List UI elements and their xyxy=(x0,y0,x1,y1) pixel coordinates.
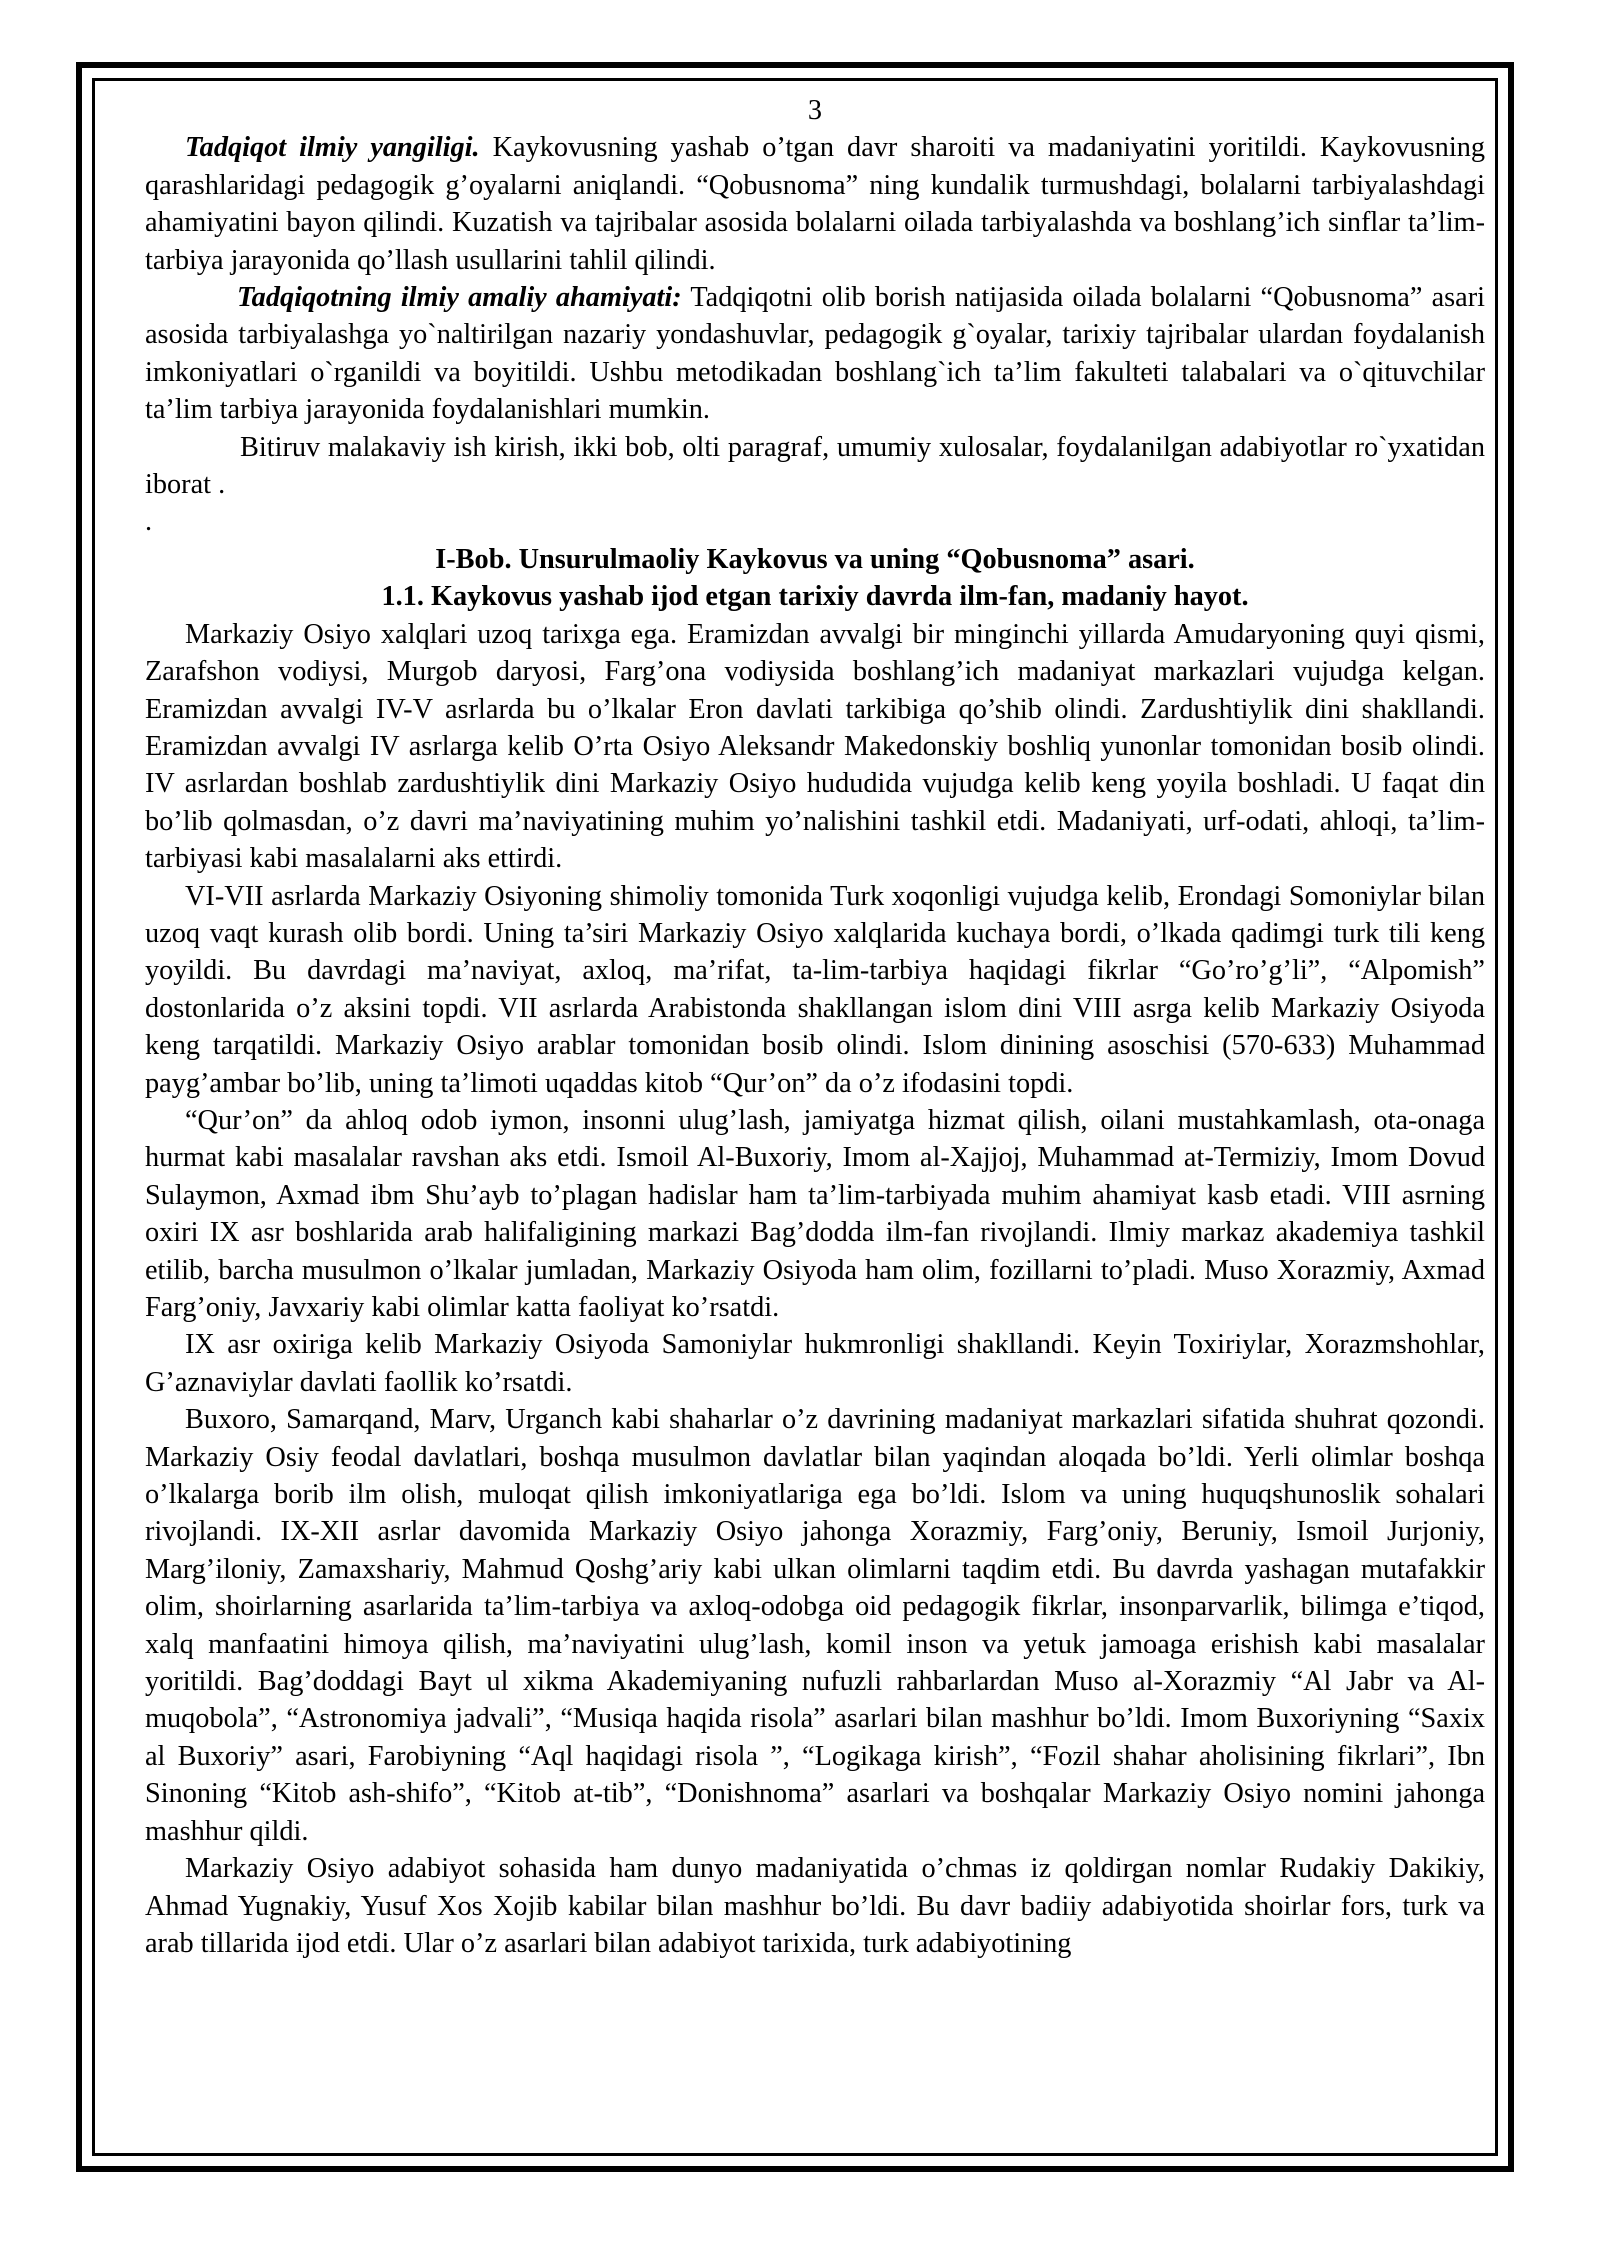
body-paragraph: Markaziy Osiyo xalqlari uzoq tarixga ega. Eramizdan avvalgi bir minginchi yillarda Amudaryoning quyi qismi, Zarafshon vodiysi, Murgob daryosi, Farg’ona vodiysida boshlang’ich madaniyat markazlari vujudga kelgan. Eramizdan avvalgi IV-V asrlarda bu o’lkalar Eron davlati tarkibiga qo’shib olindi. Zardushtiylik dini shakllandi. Eramizdan avvalgi IV asrlarga kelib O’rta Osiyo Aleksandr Makedonskiy boshliq yunonlar tomonidan bosib olindi. IV asrlardan boshlab zardushtiylik dini Markaziy Osiyo hududida vujudga kelib keng yoyila boshladi. U faqat din bo’lib qolmasdan, o’z davri ma’naviyatining muhim yo’nalishini tashkil etdi. Madaniyati, urf-odati, ahloqi, ta’lim-tarbiyasi kabi masalalarni aks ettirdi. xyxy=(145,618,1485,875)
significance-label: Tadqiqotning ilmiy amaliy ahamiyati: xyxy=(237,282,682,314)
significance-paragraph xyxy=(145,279,1485,429)
body-paragraph: “Qur’on” da ahloq odob iymon, insonni ulug’lash, jamiyatga hizmat qilish, oilani mustahkamlash, ota-onaga hurmat kabi masalalar ravshan aks etdi. Ismoil Al-Buxoriy, Imom al-Xajjoj, Muhammad at-Termiziy, Imom Dovud Sulaymon, Axmad ibm Shu’ayb to’plagan hadislar ham ta’lim-tarbiyada muhim ahamiyat kasb etadi. VIII asrning oxiri IX asr boshlarida arab halifaligining markazi Bag’dodda ilm-fan rivojlandi. Ilmiy markaz akademiya tashkil etilib, barcha musulmon o’lkalar jumladan, Markaziy Osiyoda ham olim, fozillarni to’pladi. Muso Xorazmiy, Axmad Farg’oniy, Javxariy kabi olimlar katta faoliyat ko’rsatdi. xyxy=(145,1104,1485,1323)
section-heading: 1.1. Kaykovus yashab ijod etgan tarixiy davrda ilm-fan, madaniy hayot. xyxy=(381,581,1249,613)
novelty-text: Kaykovusning yashab o’tgan davr sharoiti va madaniyatini yoritildi. Kaykovusning qarashlaridagi pedagogik g’oyalarni aniqlandi. “Qobusnoma” ning kundalik turmushdagi, bolalarni tarbiyalashdagi ahamiyatini bayon qilindi. Kuzatish va tajribalar asosida bolalarni oilada tarbiyalashda va boshlang’ich sinflar ta’lim-tarbiya jarayonida qo’llash usullarini tahlil qilindi. xyxy=(145,132,1485,276)
body-paragraph: Markaziy Osiyo adabiyot sohasida ham dunyo madaniyatida o’chmas iz qoldirgan nomlar Rudakiy Dakikiy, Ahmad Yugnakiy, Yusuf Xos Xojib kabilar bilan mashhur bo’ldi. Bu davr badiiy adabiyotida shoirlar fors, turk va arab tillarida ijod etdi. Ular o’z asarlari bilan adabiyot tarixida, turk adabiyotining xyxy=(145,1853,1485,1959)
page-number: 3 xyxy=(807,95,823,126)
novelty-label: Tadqiqot ilmiy yangiligi. xyxy=(185,132,480,164)
chapter-heading: I-Bob. Unsurulmaoliy Kaykovus va uning “Qobusnoma” asari. xyxy=(435,543,1195,575)
body-paragraph: IX asr oxiriga kelib Markaziy Osiyoda Samoniylar hukmronligi shakllandi. Keyin Toxiriylar, Xorazmshohlar, G’aznaviylar davlati faollik ko’rsatdi. xyxy=(145,1329,1485,1398)
significance-text: Tadqiqotni olib borish natijasida oilada bolalarni “Qobusnoma” asari asosida tarbiyalashga yo`naltirilgan nazariy yondashuvlar, pedagogik g`oyalar, tarixiy tajribalar ulardan foydalanish imkoniyatlari o`rganildi va boyitildi. Ushbu metodikadan boshlang`ich ta’lim fakulteti talabalari va o`qituvchilar ta’lim tarbiya jarayonida foydalanishlari mumkin. xyxy=(145,282,1485,426)
document-body xyxy=(145,92,1485,2157)
stray-dot: . xyxy=(145,506,153,538)
novelty-paragraph xyxy=(145,129,1485,279)
structure-paragraph: Bitiruv malakaviy ish kirish, ikki bob, olti paragraf, umumiy xulosalar, foydalanilgan adabiyotlar ro`yxatidan iborat . xyxy=(145,431,1485,501)
body-paragraph: VI-VII asrlarda Markaziy Osiyoning shimoliy tomonida Turk xoqonligi vujudga kelib, Erondagi Somoniylar bilan uzoq vaqt kurash olib bordi. Uning ta’siri Markaziy Osiyo xalqlarida kuchaya bordi, o’lkada qadimgi turk tili keng yoyildi. Bu davrdagi ma’naviyat, axloq, ma’rifat, ta-lim-tarbiya haqidagi fikrlar “Go’ro’g’li”, “Alpomish” dostonlarida o’z aksini topdi. VII asrlarda Arabistonda shakllangan islom dini VIII asrga kelib Markaziy Osiyoda keng tarqatildi. Markaziy Osiyo arablar tomonidan bosib olindi. Islom dinining asoschisi (570-633) Muhammad payg’ambar bo’lib, uning ta’limoti uqaddas kitob “Qur’on” da o’z ifodasini topdi. xyxy=(145,880,1485,1099)
body-paragraph: Buxoro, Samarqand, Marv, Urganch kabi shaharlar o’z davrining madaniyat markazlari sifatida shuhrat qozondi. Markaziy Osiy feodal davlatlari, boshqa musulmon davlatlar bilan yaqindan aloqada bo’ldi. Yerli olimlar boshqa o’lkalarga borib ilm olish, muloqat qilish imkoniyatlariga ega bo’ldi. Islom va uning huquqshunoslik sohalari rivojlandi. IX-XII asrlar davomida Markaziy Osiyo jahonga Xorazmiy, Farg’oniy, Beruniy, Ismoil Jurjoniy, Marg’iloniy, Zamaxshariy, Mahmud Qoshg’ariy kabi ulkan olimlarni taqdim etdi. Bu davrda yashagan mutafakkir olim, shoirlarning asarlarida ta’lim-tarbiya va axloq-odobga oid pedagogik fikrlar, insonparvarlik, bilimga e’tiqod, xalq manfaatini himoya qilish, ma’naviyatini ulug’lash, komil inson va yetuk jamoaga erishish kabi masalalar yoritildi. Bag’doddagi Bayt ul xikma Akademiyaning nufuzli rahbarlardan Muso al-Xorazmiy “Al Jabr va Al-muqobola”, “Astronomiya jadvali”, “Musiqa haqida risola” asarlari bilan mashhur bo’ldi. Imom Buxoriyning “Saxix al Buxoriy” asari, Farobiyning “Aql haqidagi risola ”, “Logikaga kirish”, “Fozil shahar aholisining fikrlari”, Ibn Sinoning “Kitob ash-shifo”, “Kitob at-tib”, “Donishnoma” asarlari va boshqalar Markaziy Osiyo nomini jahonga mashhur qildi. xyxy=(145,1404,1485,1847)
